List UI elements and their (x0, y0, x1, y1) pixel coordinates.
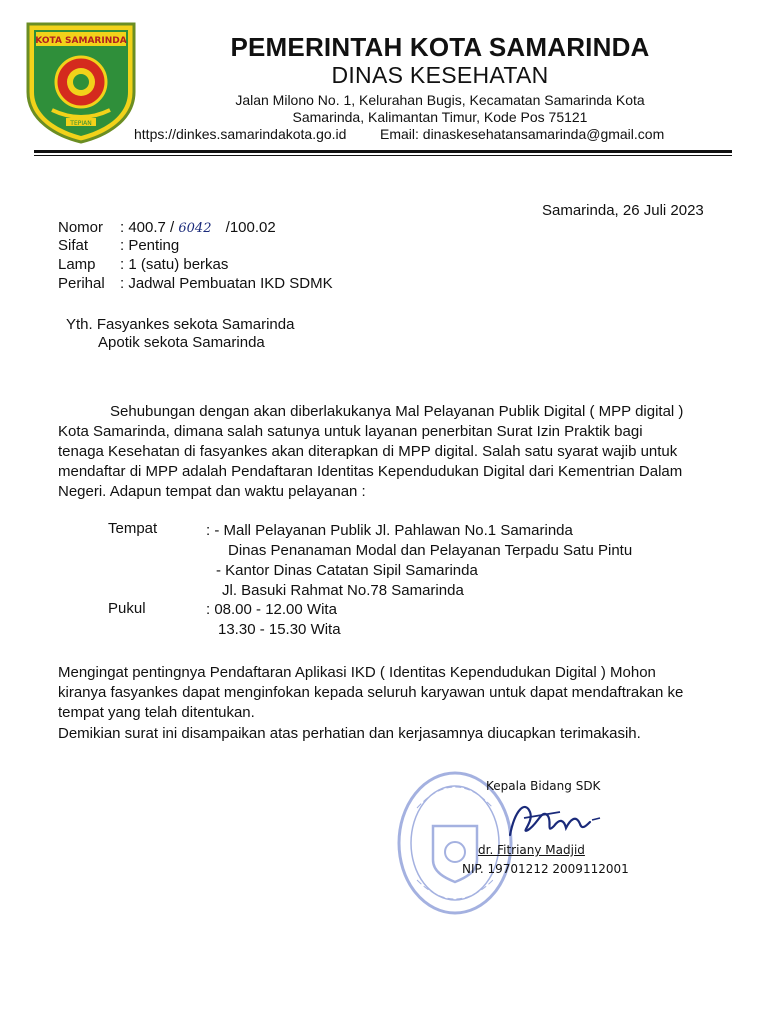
paragraph-line: kiranya fasyankes dapat menginfokan kepada seluruh karyawan untuk dapat mendaftrakan ke (58, 684, 684, 701)
body-paragraph-2 (58, 663, 742, 723)
letterhead-website[interactable]: https://dinkes.samarindakota.go.id (134, 126, 347, 142)
letterhead-rule-thick (34, 150, 732, 153)
paragraph-line: Sehubungan dengan akan diberlakukanya Mal Pelayanan Publik Digital ( MPP digital ) (110, 403, 684, 420)
svg-text:KOTA SAMARINDA: KOTA SAMARINDA (35, 36, 127, 46)
body-paragraph-1 (58, 402, 742, 502)
recipient-line2: Apotik sekota Samarinda (98, 334, 265, 351)
signatory-nip: NIP. 19701212 2009112001 (462, 862, 629, 876)
samarinda-city-emblem (22, 20, 140, 144)
signatory-position: Kepala Bidang SDK (486, 779, 601, 793)
nomor-handwritten: 6042 (178, 221, 212, 236)
paragraph-line: Kota Samarinda, dimana salah satunya untuk layanan penerbitan Surat Izin Praktik bagi (58, 423, 643, 440)
pukul-line-1: : 08.00 - 12.00 Wita (206, 601, 337, 618)
pukul-label: Pukul (108, 600, 146, 617)
paragraph-line: tempat yang telah ditentukan. (58, 704, 255, 721)
sifat-value: : Penting (120, 237, 180, 254)
lamp-value: : 1 (satu) berkas (120, 256, 229, 273)
tempat-line-2: Dinas Penanaman Modal dan Pelayanan Terpadu Satu Pintu (228, 542, 633, 559)
lamp-label: Lamp (58, 256, 96, 273)
letterhead-address-line2: Samarinda, Kalimantan Timur, Kode Pos 75121 (292, 109, 588, 125)
paragraph-line: mendaftar di MPP adalah Pendaftaran Identitas Kependudukan Digital dari Kementrian Dalam (58, 463, 683, 480)
closing-sentence: Demikian surat ini disampaikan atas perhatian dan kerjasamnya diucapkan terimakasih. (58, 725, 641, 742)
pukul-line-2: 13.30 - 15.30 Wita (218, 621, 341, 638)
handwritten-signature (490, 790, 620, 850)
nomor-prefix: : 400.7 / (120, 219, 175, 236)
nomor-label: Nomor (58, 219, 104, 236)
nomor-suffix: /100.02 (225, 219, 276, 236)
paragraph-line: tenaga Kesehatan di fasyankes akan diterapkan di MPP digital. Salah satu syarat wajib untuk (58, 443, 678, 460)
tempat-label: Tempat (108, 520, 158, 537)
letterhead-rule-thin (34, 155, 732, 156)
tempat-line-3: - Kantor Dinas Catatan Sipil Samarinda (216, 562, 478, 579)
recipient-line1: Yth. Fasyankes sekota Samarinda (66, 316, 295, 333)
signatory-name: dr. Fitriany Madjid (478, 843, 585, 857)
perihal-label: Perihal (58, 275, 105, 292)
svg-text:TEPIAN: TEPIAN (70, 120, 92, 127)
letterhead-title: PEMERINTAH KOTA SAMARINDA (230, 32, 650, 62)
perihal-value: : Jadwal Pembuatan IKD SDMK (120, 275, 333, 292)
letterhead-subtitle: DINAS KESEHATAN (331, 62, 549, 88)
letterhead-address-line1: Jalan Milono No. 1, Kelurahan Bugis, Kecamatan Samarinda Kota (235, 92, 645, 108)
sifat-label: Sifat (58, 237, 89, 254)
paragraph-line: Mengingat pentingnya Pendaftaran Aplikasi IKD ( Identitas Kependudukan Digital ) Mohon (58, 664, 656, 681)
letter-date: Samarinda, 26 Juli 2023 (542, 202, 704, 219)
tempat-line-4: Jl. Basuki Rahmat No.78 Samarinda (222, 582, 464, 599)
letterhead-email[interactable]: Email: dinaskesehatansamarinda@gmail.com (380, 126, 665, 142)
tempat-line-1: : - Mall Pelayanan Publik Jl. Pahlawan No.1 Samarinda (206, 522, 573, 539)
paragraph-line: Negeri. Adapun tempat dan waktu pelayanan : (58, 483, 366, 500)
nomor-value (120, 219, 276, 236)
